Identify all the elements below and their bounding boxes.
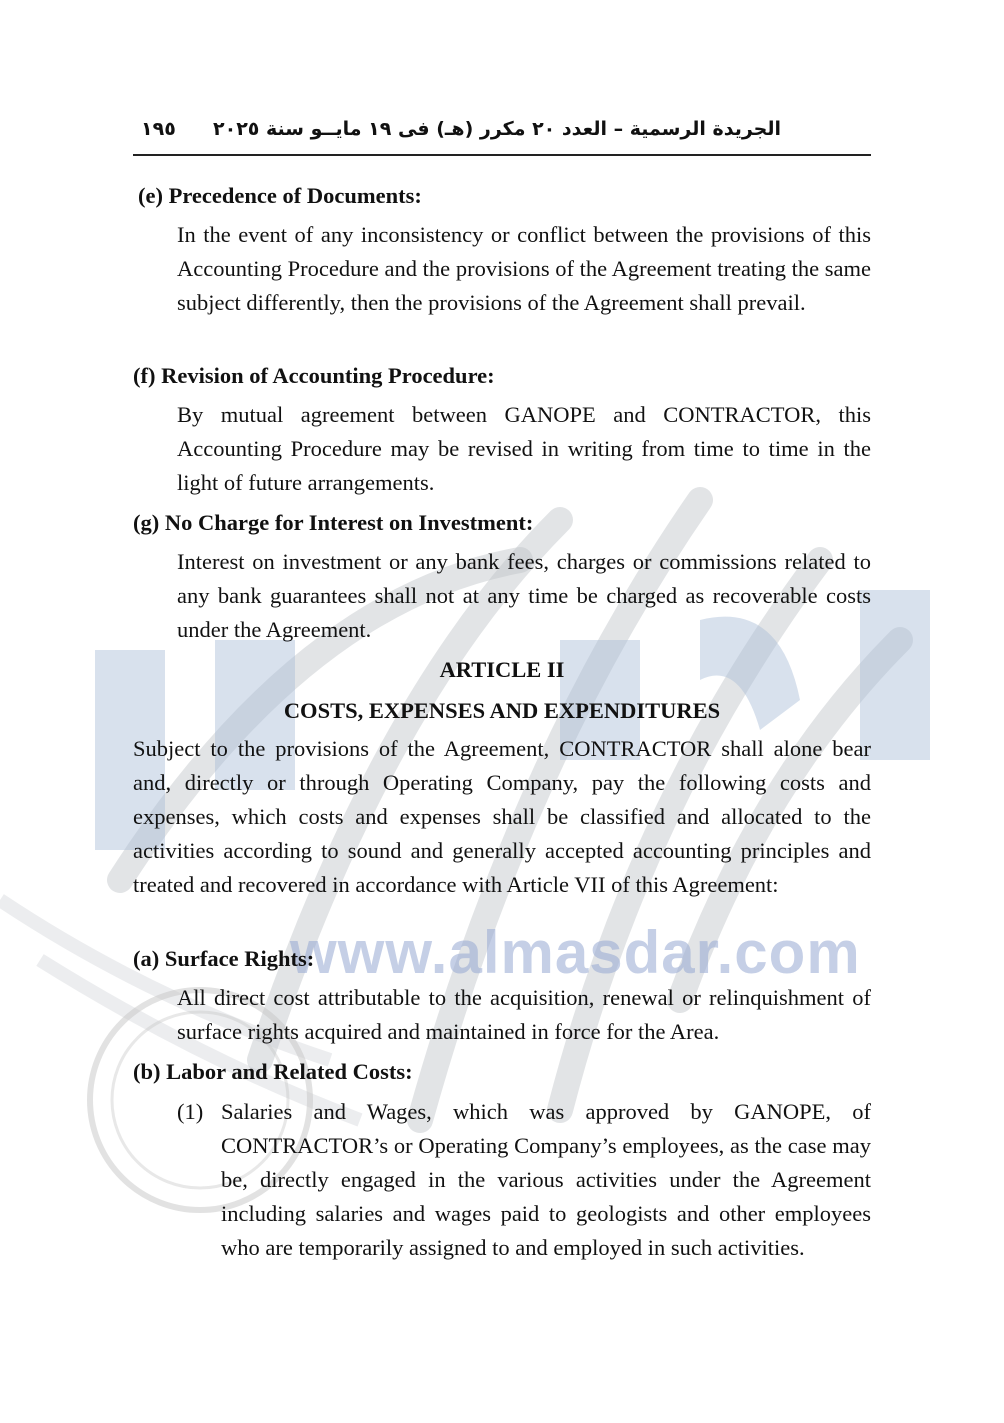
section-e-body: In the event of any inconsistency or conflict between the provisions of this Accounting Procedure and the provisions of the Agreement treating the same subject differently, then the provisions of the Agreement shall prevail. — [177, 222, 871, 315]
section-f-heading: (f) Revision of Accounting Procedure: — [133, 363, 495, 388]
section-e-heading: (e) Precedence of Documents: — [138, 183, 422, 208]
section-f-body: By mutual agreement between GANOPE and CONTRACTOR, this Accounting Procedure may be revised in writing from time to time in the light of future arrangements. — [177, 402, 871, 495]
section-g-body: Interest on investment or any bank fees, charges or commissions related to any bank guarantees shall not at any time be charged as recoverable costs under the Agreement. — [177, 549, 871, 642]
page-header — [133, 110, 871, 156]
article-intro: Subject to the provisions of the Agreement, CONTRACTOR shall alone bear and, directly or through Operating Company, pay the following costs and expenses, which costs and expenses shall be classified and allocated to the activities according to sound and generally accepted accounting principles and treated and recovered in accordance with Article VII of this Agreement: — [133, 736, 871, 897]
watermark-url: www.almasdar.com — [290, 919, 861, 986]
subsection-b-heading: (b) Labor and Related Costs: — [133, 1059, 413, 1084]
article-title: COSTS, EXPENSES AND EXPENDITURES — [283, 698, 721, 723]
subsection-a-body: All direct cost attributable to the acquisition, renewal or relinquishment of surface rights acquired and maintained in force for the Area. — [177, 985, 871, 1044]
section-g-heading: (g) No Charge for Interest on Investment: — [133, 510, 534, 535]
gazette-header-title: الجريدة الرسمية – العدد ٢٠ مكرر (هـ) فى ١٩ مايــو سنة ٢٠٢٥ — [213, 118, 781, 140]
list-item-body: Salaries and Wages, which was approved by GANOPE, of CONTRACTOR’s or Operating Company’s employees, as the case may be, directly engaged in the various activities under the Agreement including salaries and wages paid to geologists and other employees who are temporarily assigned to and employed in such activities. — [221, 1099, 871, 1260]
page-number: ١٩٥ — [141, 118, 176, 140]
article-number: ARTICLE II — [439, 657, 565, 682]
list-item-number: (1) — [177, 1099, 204, 1124]
document-page — [133, 0, 871, 1418]
subsection-a-heading: (a) Surface Rights: — [133, 946, 315, 971]
